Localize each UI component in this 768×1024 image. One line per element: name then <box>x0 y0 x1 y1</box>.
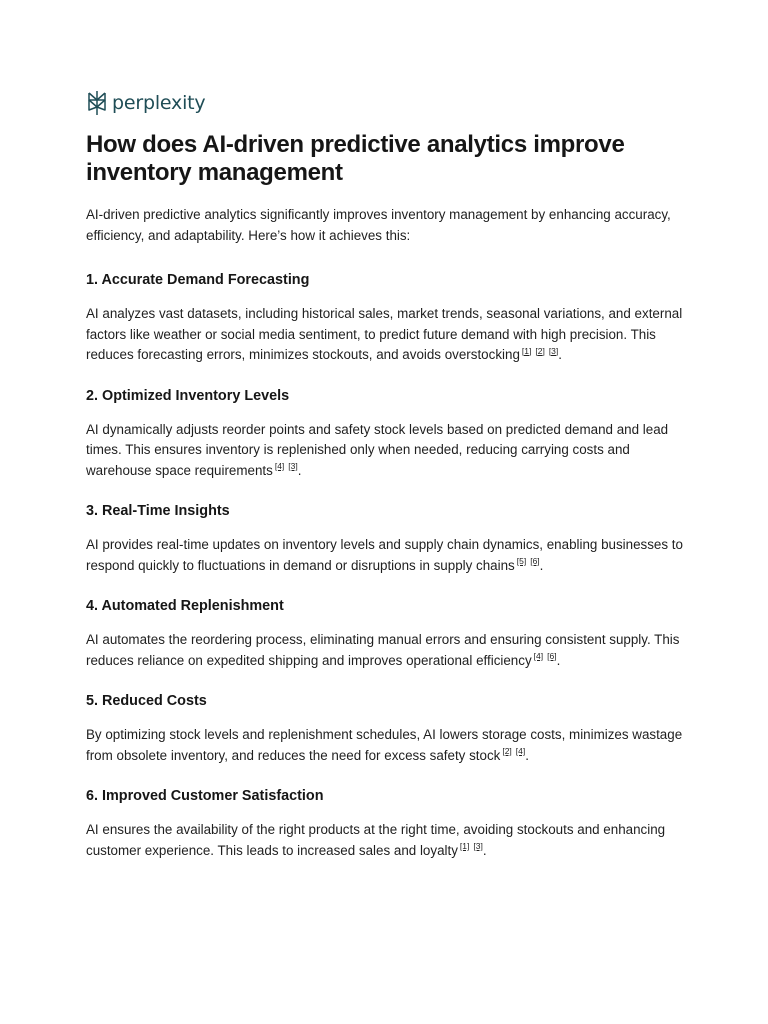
section-heading: 5. Reduced Costs <box>86 693 207 709</box>
section-text: AI dynamically adjusts reorder points and safety stock levels based on predicted demand and lead times. This ensures inventory is replenished only when needed, reducing carrying costs and warehouse space requirements <box>86 421 669 478</box>
citation-link[interactable]: [4] <box>533 651 544 662</box>
section-heading: 3. Real-Time Insights <box>86 503 230 519</box>
section-heading: 6. Improved Customer Satisfaction <box>86 788 324 804</box>
citation-link[interactable]: [1] <box>521 345 532 356</box>
section <box>86 386 686 482</box>
section-body: AI dynamically adjusts reorder points and safety stock levels based on predicted demand and lead times. This ensures inventory is replenished only when needed, reducing carrying costs and warehouse space requirements [4] [3]. <box>86 421 669 478</box>
citation-link[interactable]: [3] <box>548 345 559 356</box>
section-heading: 2. Optimized Inventory Levels <box>86 387 290 404</box>
sections-list <box>86 270 686 861</box>
citation-link[interactable]: [2] <box>535 345 545 356</box>
intro-paragraph: AI-driven predictive analytics significantly improves inventory management by enhancing accuracy, efficiency, and adaptability. Here’s how it achieves this: <box>86 207 671 243</box>
citation-link[interactable]: [1] <box>459 841 470 852</box>
section <box>86 786 686 861</box>
section-text: AI automates the reordering process, eliminating manual errors and ensuring consistent supply. This reduces reliance on expedited shipping and improves operational efficiency <box>86 632 680 668</box>
section-body: AI analyzes vast datasets, including historical sales, market trends, seasonal variations, and external factors like weather or social media sentiment, to predict future demand with high precision. This reduces forecasting errors, minimizes stockouts, and avoids overstocking [1] [2] [3]. <box>86 306 683 362</box>
citation-link[interactable]: [6] <box>547 651 557 662</box>
document <box>86 88 686 881</box>
section <box>86 501 686 576</box>
section-body: AI provides real-time updates on inventory levels and supply chain dynamics, enabling businesses to respond quickly to fluctuations in demand or disruptions in supply chains [5] [6]. <box>86 537 683 573</box>
section <box>86 270 686 366</box>
section-text: AI analyzes vast datasets, including historical sales, market trends, seasonal variations, and external factors like weather or social media sentiment, to predict future demand with high precision. This reduces forecasting errors, minimizes stockouts, and avoids overstocking <box>86 306 683 362</box>
section-heading: 1. Accurate Demand Forecasting <box>86 272 310 288</box>
section-text: By optimizing stock levels and replenishment schedules, AI lowers storage costs, minimizes wastage from obsolete inventory, and reduces the need for excess safety stock <box>86 727 683 763</box>
citation-link[interactable]: [4] <box>274 461 285 472</box>
section-heading: 4. Automated Replenishment <box>86 598 284 614</box>
citation-link[interactable]: [5] <box>516 556 527 567</box>
citation-link[interactable]: [3] <box>473 841 483 852</box>
section-text: AI ensures the availability of the right products at the right time, avoiding stockouts and enhancing customer experience. This leads to increased sales and loyalty <box>86 822 666 858</box>
citation-link[interactable]: [4] <box>515 746 526 757</box>
section-body: AI ensures the availability of the right products at the right time, avoiding stockouts and enhancing customer experience. This leads to increased sales and loyalty [1] [3]. <box>86 822 666 858</box>
section <box>86 596 686 671</box>
brand-name: perplexity <box>112 92 206 114</box>
brand-logo[interactable] <box>86 88 686 118</box>
page-title: How does AI-driven predictive analytics improve inventory management <box>86 131 625 186</box>
section <box>86 691 686 766</box>
citation-link[interactable]: [6] <box>530 556 540 567</box>
section-body: AI automates the reordering process, eliminating manual errors and ensuring consistent supply. This reduces reliance on expedited shipping and improves operational efficiency [4] [6]. <box>86 632 680 668</box>
section-text: AI provides real-time updates on inventory levels and supply chain dynamics, enabling businesses to respond quickly to fluctuations in demand or disruptions in supply chains <box>86 537 683 573</box>
perplexity-logo-icon <box>86 90 108 116</box>
citation-link[interactable]: [2] <box>502 746 512 757</box>
citation-link[interactable]: [3] <box>288 461 298 472</box>
section-body: By optimizing stock levels and replenishment schedules, AI lowers storage costs, minimizes wastage from obsolete inventory, and reduces the need for excess safety stock [2] [4]. <box>86 727 683 763</box>
